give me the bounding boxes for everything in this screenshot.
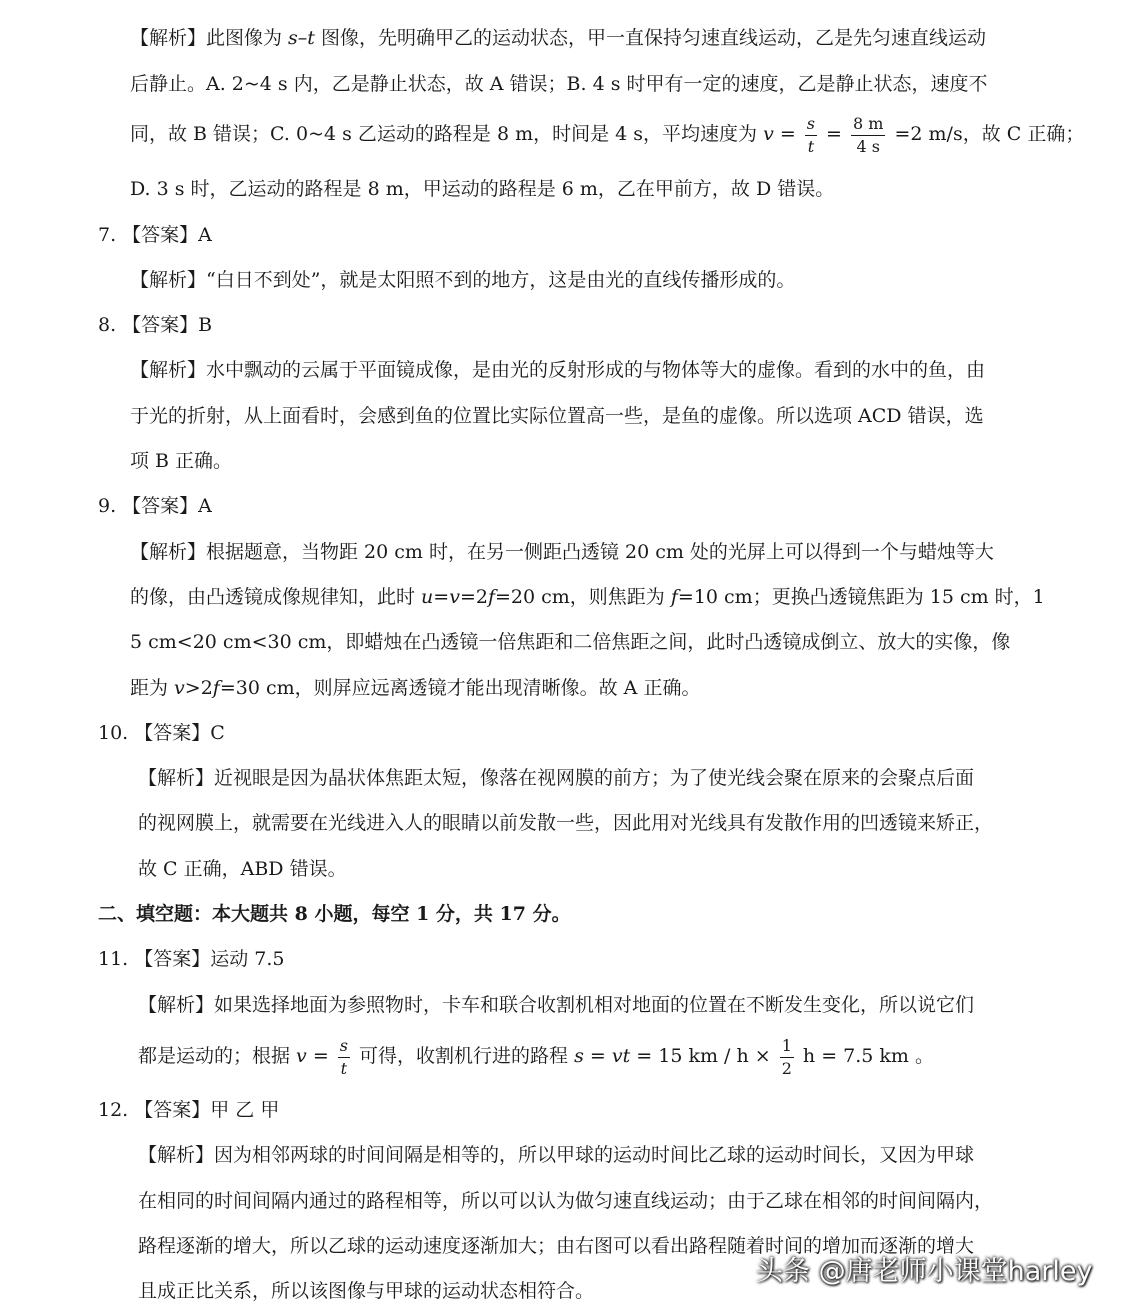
q11-answer: 11. 【答案】运动 7.5 — [98, 948, 285, 970]
q9-answer: 9. 【答案】A — [98, 495, 212, 517]
q11-analysis-line-1: 【解析】如果选择地面为参照物时，卡车和联合收割机相对地面的位置在不断发生变化，所以说它们 — [138, 994, 975, 1016]
q12-analysis-line-3: 路程逐渐的增大，所以乙球的运动速度逐渐加大；由右图可以看出路程随着时间的增加而逐渐的增大 — [138, 1235, 975, 1257]
q9-analysis-line-4: 距为 v>2f=30 cm，则屏应远离透镜才能出现清晰像。故 A 正确。 — [130, 677, 701, 699]
q8-analysis-line-3: 项 B 正确。 — [130, 450, 233, 472]
q10-analysis-line-2: 的视网膜上，就需要在光线进入人的眼睛以前发散一些，因此用对光线具有发散作用的凹透镜来矫正， — [138, 812, 994, 834]
fraction-one-half: $\frac{1}{2}$ — [781, 1035, 792, 1078]
section-heading-fill-in: 二、填空题：本大题共 8 小题，每空 1 分，共 17 分。 — [98, 903, 571, 925]
q8-answer: 8. 【答案】B — [98, 314, 213, 336]
q7-answer: 7. 【答案】A — [98, 224, 212, 246]
fraction-s-over-t: $\frac{s}{t}$ — [339, 1035, 348, 1078]
fraction-s-over-t: $\frac{s}{t}$ — [806, 113, 816, 156]
q6-analysis-line-4: D. 3 s 时，乙运动的路程是 8 m，甲运动的路程是 6 m，乙在甲前方，故 D 错误。 — [130, 178, 835, 200]
q12-analysis-line-2: 在相同的时间间隔内通过的路程相等，所以可以认为做匀速直线运动；由于乙球在相邻的时间间隔内， — [138, 1190, 994, 1212]
q10-answer: 10. 【答案】C — [98, 722, 225, 744]
q12-analysis-line-4: 且成正比关系，所以该图像与甲球的运动状态相符合。 — [138, 1280, 595, 1302]
q6-analysis-line-2: 后静止。A. 2~4 s 内，乙是静止状态，故 A 错误；B. 4 s 时甲有一定的速度，乙是静止状态，速度不 — [130, 73, 988, 95]
q9-analysis-line-2: 的像，由凸透镜成像规律知，此时 u=v=2f=20 cm，则焦距为 f=10 cm；更换凸透镜焦距为 15 cm 时，1 — [130, 586, 1045, 608]
q12-answer: 12. 【答案】甲 乙 甲 — [98, 1099, 280, 1121]
q8-analysis-line-2: 于光的折射，从上面看时，会感到鱼的位置比实际位置高一些，是鱼的虚像。所以选项 ACD 错误，选 — [130, 405, 984, 427]
q9-analysis-line-3: 5 cm<20 cm<30 cm，即蜡烛在凸透镜一倍焦距和二倍焦距之间，此时凸透镜成倒立、放大的实像，像 — [130, 631, 1011, 653]
q8-analysis-line-1: 【解析】水中飘动的云属于平面镜成像，是由光的反射形成的与物体等大的虚像。看到的水中的鱼，由 — [130, 359, 986, 381]
fraction-8m-over-4s: $\frac{8 m}{4 s}$ — [853, 113, 884, 156]
q6-analysis-line-3: 同，故 B 错误；C. 0~4 s 乙运动的路程是 8 m，时间是 4 s，平均速度为 v = $\frac{s}{t}$ = $\frac{8 m}{4 s}$ =2 m/s，故 C 正确； — [130, 113, 1085, 156]
q7-analysis: 【解析】“白日不到处”，就是太阳照不到的地方，这是由光的直线传播形成的。 — [130, 269, 796, 291]
q10-analysis-line-1: 【解析】近视眼是因为晶状体焦距太短，像落在视网膜的前方；为了使光线会聚在原来的会聚点后面 — [138, 767, 975, 789]
q6-analysis-line-1: 【解析】此图像为 s–t 图像，先明确甲乙的运动状态，甲一直保持匀速直线运动，乙是先匀速直线运动 — [130, 27, 986, 49]
q11-analysis-line-2: 都是运动的；根据 v = $\frac{s}{t}$ 可得，收割机行进的路程 s = vt = 15 km / h × $\frac{1}{2}$ h = 7.5 km 。 — [138, 1035, 934, 1078]
q10-analysis-line-3: 故 C 正确，ABD 错误。 — [138, 858, 347, 880]
q12-analysis-line-1: 【解析】因为相邻两球的时间间隔是相等的，所以甲球的运动时间比乙球的运动时间长，又因为甲球 — [138, 1144, 975, 1166]
watermark: 头条 @唐老师小课堂harley — [756, 1256, 1093, 1287]
q9-analysis-line-1: 【解析】根据题意，当物距 20 cm 时，在另一侧距凸透镜 20 cm 处的光屏上可以得到一个与蜡烛等大 — [130, 541, 994, 563]
